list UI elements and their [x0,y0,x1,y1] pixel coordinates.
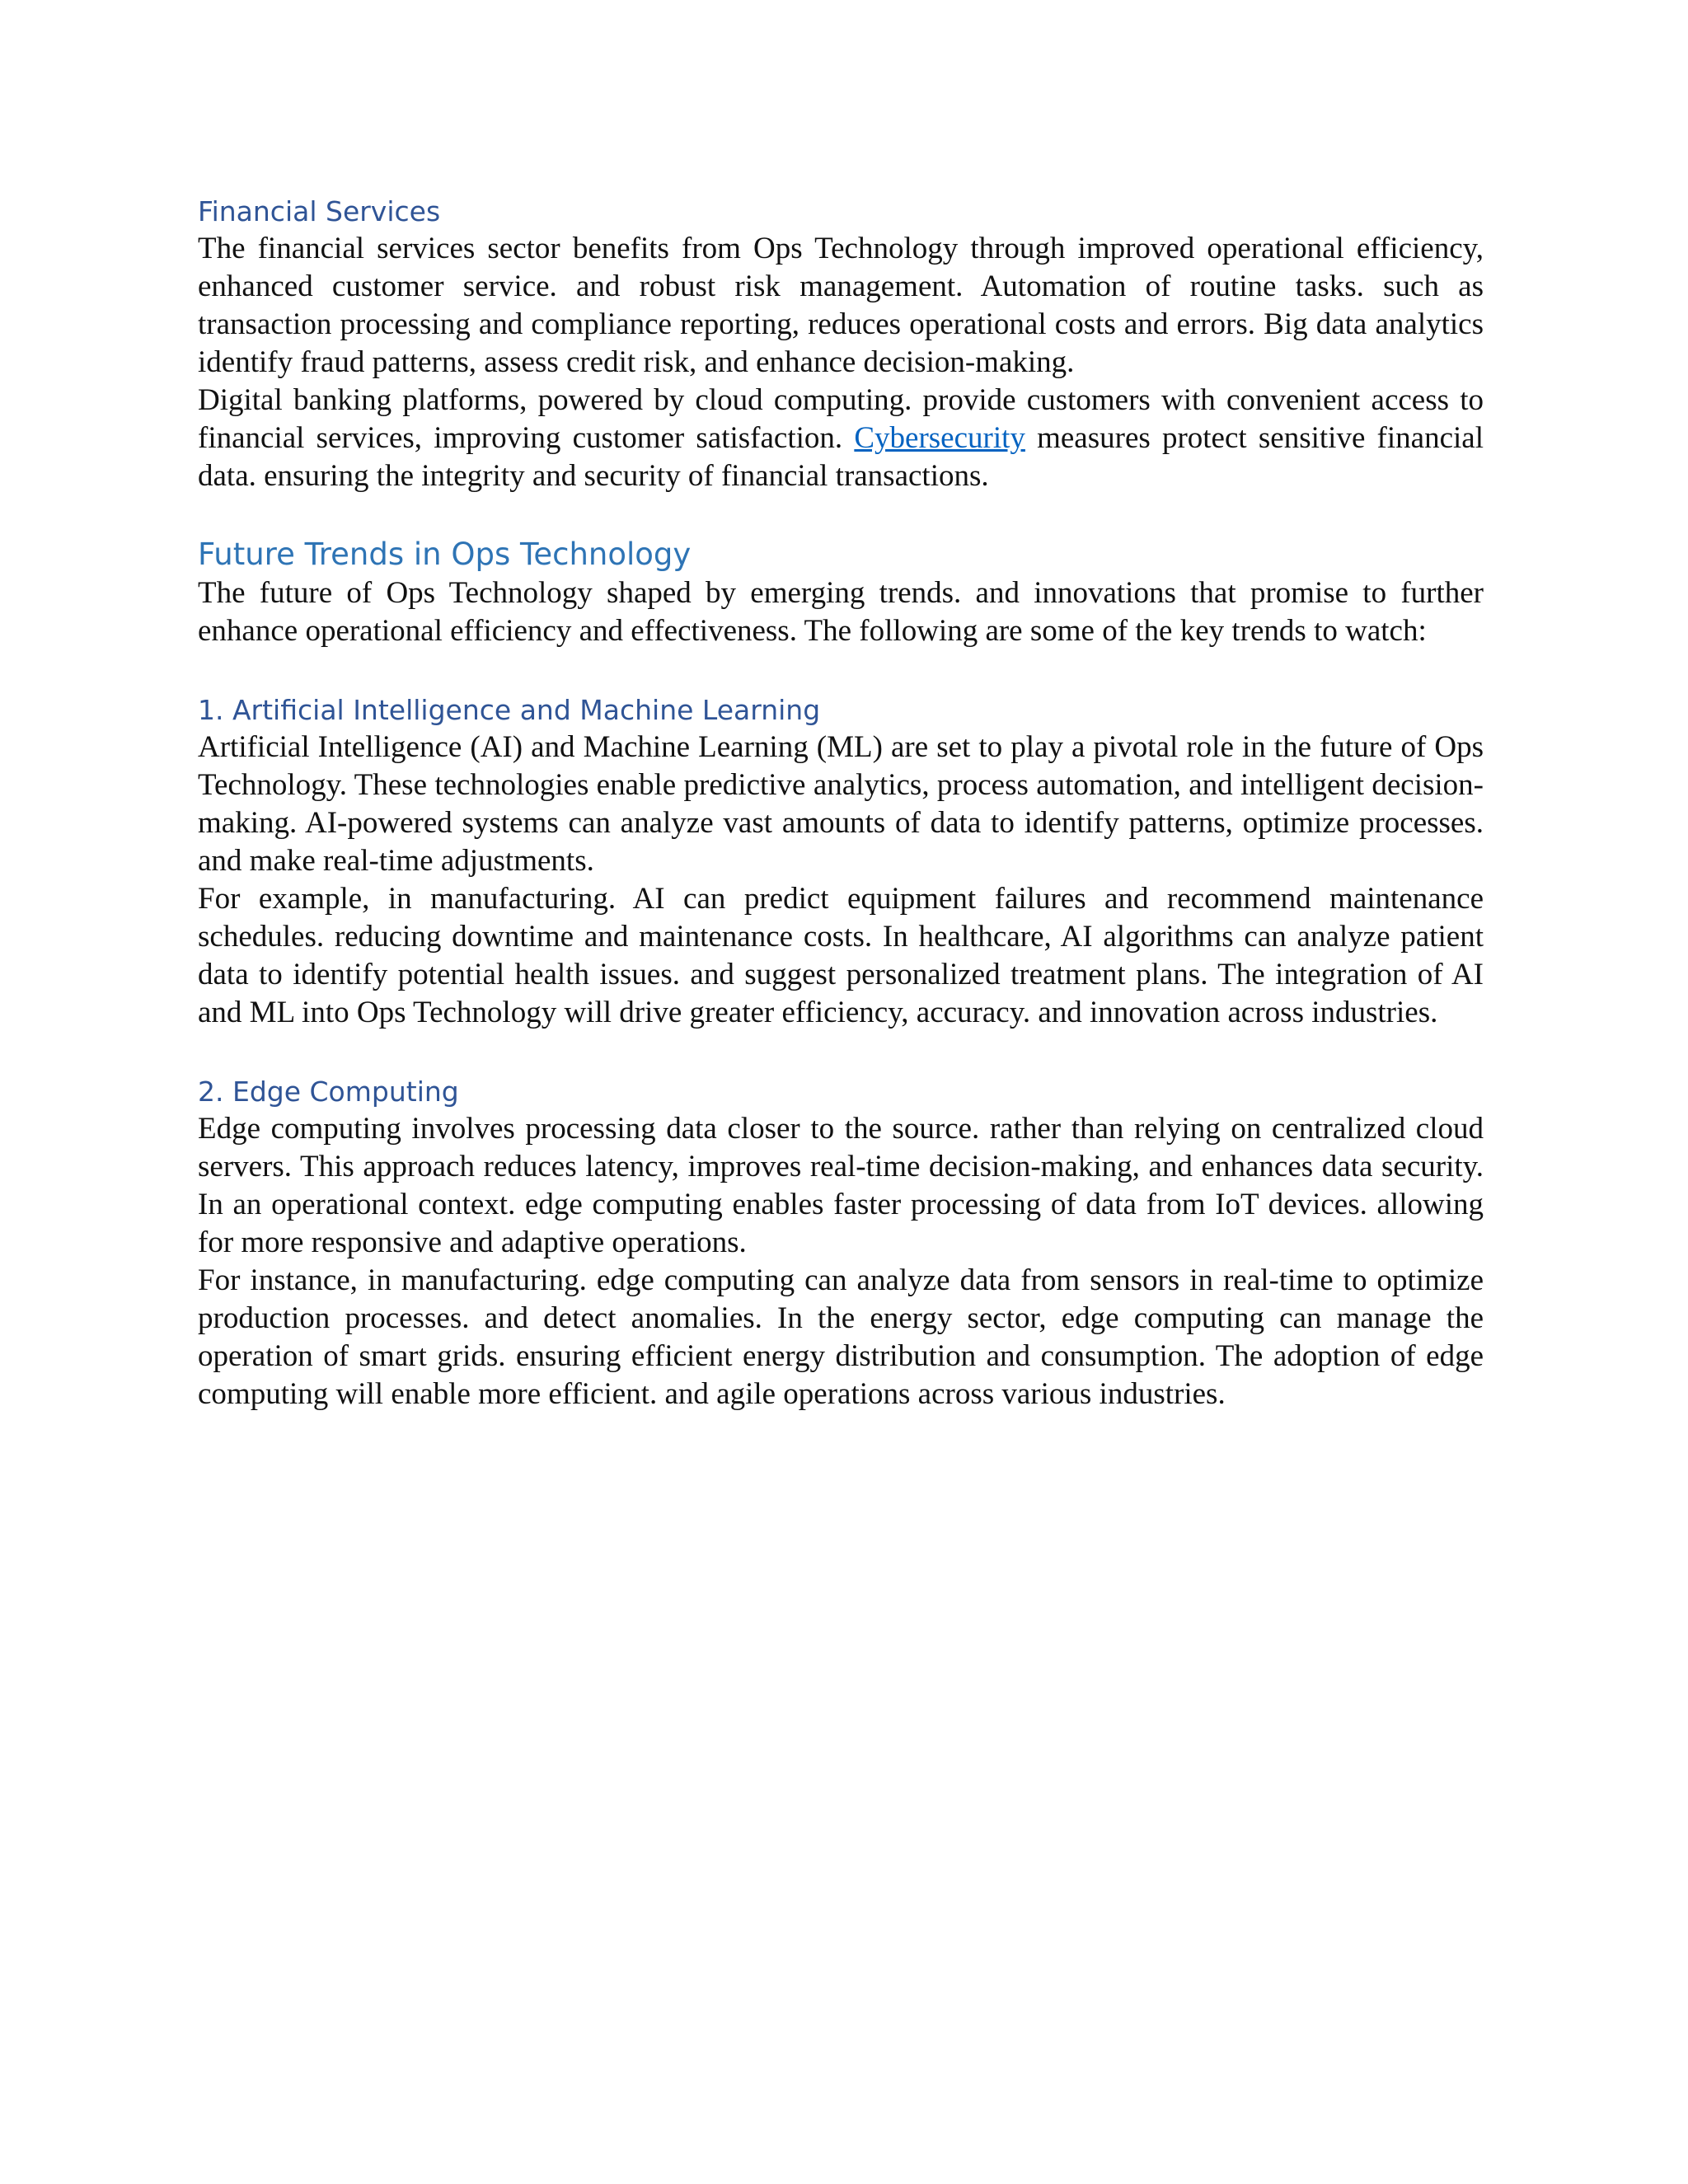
financial-services-paragraph-1: The financial services sector benefits from Ops Technology through improved operational efficiency, enhanced customer service. and robust risk management. Automation of routine tasks. such as transaction processing and compliance reporting, reduces operational costs and errors. Big data analytics identify fraud patterns, assess credit risk, and enhance decision-making. [198,231,1484,379]
future-trends-paragraph: The future of Ops Technology shaped by emerging trends. and innovations that promise to further enhance operational efficiency and effectiveness. The following are some of the key trends to watch: [198,575,1484,648]
cybersecurity-link[interactable]: Cybersecurity [854,420,1025,455]
ai-ml-heading: 1. Artificial Intelligence and Machine Learning [198,693,821,726]
paragraph-text: Digital banking platforms, powered by cloud computing. provide customers with convenient access to financial services, improving customer satisfaction. [198,382,1484,455]
edge-computing-paragraph-2: For instance, in manufacturing. edge computing can analyze data from sensors in real-time to optimize production processes. and detect anomalies. In the energy sector, edge computing can manage the operation of smart grids. ensuring efficient energy distribution and consumption. The adoption of edge computing will enable more efficient. and agile operations across various industries. [198,1263,1484,1411]
paragraph-text: measures protect sensitive financial data. ensuring the integrity and security of financial transactions. [198,420,1484,493]
edge-computing-paragraph-1: Edge computing involves processing data closer to the source. rather than relying on centralized cloud servers. This approach reduces latency, improves real-time decision-making, and enhances data security. In an operational context. edge computing enables faster processing of data from IoT devices. allowing for more responsive and adaptive operations. [198,1111,1484,1259]
document-page [198,194,1484,1413]
financial-services-paragraph-2 [198,382,1484,495]
ai-ml-paragraph-2: For example, in manufacturing. AI can predict equipment failures and recommend maintenance schedules. reducing downtime and maintenance costs. In healthcare, AI algorithms can analyze patient data to identify potential health issues. and suggest personalized treatment plans. The integration of AI and ML into Ops Technology will drive greater efficiency, accuracy. and innovation across industries. [198,881,1484,1029]
financial-services-heading: Financial Services [198,195,441,227]
future-trends-heading: Future Trends in Ops Technology [198,536,692,572]
edge-computing-heading: 2. Edge Computing [198,1075,459,1108]
ai-ml-paragraph-1: Artificial Intelligence (AI) and Machine Learning (ML) are set to play a pivotal role in the future of Ops Technology. These technologies enable predictive analytics, process automation, and intelligent decision-making. AI-powered systems can analyze vast amounts of data to identify patterns, optimize processes. and make real-time adjustments. [198,729,1484,878]
